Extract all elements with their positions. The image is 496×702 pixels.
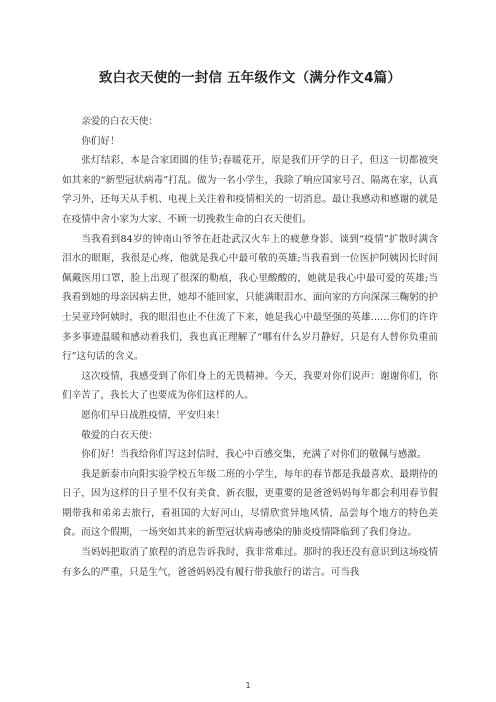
document-body	[62, 112, 438, 582]
paragraph: 你们好！	[81, 135, 120, 147]
document-title: 致白衣天使的一封信 五年级作文（满分作文4篇）	[98, 70, 402, 86]
paragraph: 亲爱的白衣天使：	[81, 116, 158, 127]
paragraph: 敬爱的白衣天使：	[81, 429, 158, 441]
paragraph: 张灯结彩，本是合家团圆的佳节;春暖花开，原是我们开学的日子，但这一切都被突如其来的“新型冠状病毒”打乱。做为一名小学生，我除了响应国家号召、隔离在家，认真学习外，还每天从手机、电视上关注着和疫情相关的一切消息。最让我感动和感谢的就是在疫情中舍小家为大家、不顾一切挽救生命的白衣天使们。	[62, 155, 438, 225]
paragraph: 当我看到84岁的钟南山爷爷在赶赴武汉火车上的疲惫身影、谈到“疫情”扩散时满含泪水的眼眶，我很是心疼，他就是我心中最可敬的英雄;当我看到一位医护阿姨因长时间佩戴医用口罩，脸上出现了很深的勒痕，我心里酸酸的，她就是我心中最可爱的英雄;当我看到她的母亲因病去世，她却不能回家，只能满眼泪水、面向家的方向深深三鞠躬的护士吴亚玲阿姨时，我的眼泪也止不住流了下来，她是我心中最坚强的英雄……你们的许许多多事迹温暖和感动着我们，我也真正理解了“哪有什么岁月静好，只是有人替你负重前行”这句话的含义。	[62, 233, 438, 363]
page-number: 1	[245, 681, 251, 690]
paragraph: 当妈妈把取消了旅程的消息告诉我时，我非常难过。那时的我还没有意识到这场疫情有多么的严重，只是生气，爸爸妈妈没有履行带我旅行的诺言。可当我	[62, 547, 438, 578]
paragraph: 这次疫情，我感受到了你们身上的无畏精神。今天，我要对你们说声：谢谢你们，你们辛苦了，我长大了也要成为你们这样的人。	[62, 370, 438, 402]
paragraph: 你们好！当我给你们写这封信时，我心中百感交集，充满了对你们的敬佩与感激。	[81, 449, 427, 461]
paragraph: 我是新泰市向阳实验学校五年级二班的小学生，每年的春节都是我最喜欢、最期待的日子，因为这样的日子里不仅有美食、新衣服，更重要的是爸爸妈妈每年都会利用春节假期带我和弟弟去旅行，看祖国的大好河山，尽情欣赏异地风情，品尝每个地方的特色美食。而这个假期，一场突如其来的新型冠状病毒感染的肺炎疫情降临到了我们身边。	[62, 468, 438, 539]
paragraph: 愿你们早日战胜疫情，平安归来！	[81, 409, 226, 421]
